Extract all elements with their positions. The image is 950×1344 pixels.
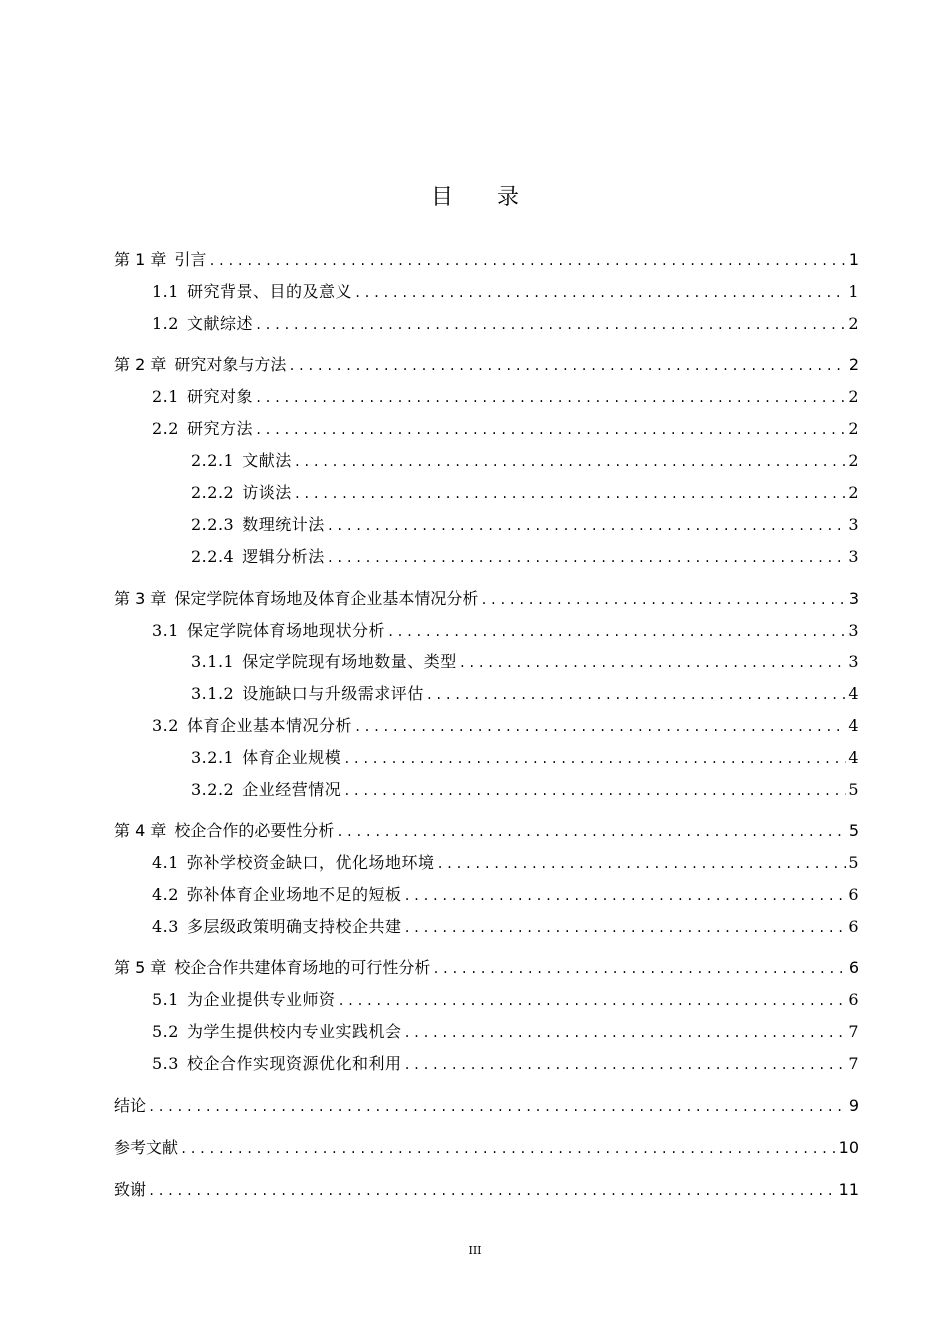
- page-title: [0, 180, 950, 211]
- toc-entry[interactable]: [191, 682, 859, 706]
- toc-entry[interactable]: [114, 1136, 859, 1160]
- toc-entry[interactable]: [114, 353, 859, 377]
- dot-leader: [403, 916, 846, 940]
- toc-entry[interactable]: [152, 280, 859, 304]
- dot-leader: [288, 354, 846, 378]
- toc-entry-number: 2.1: [152, 387, 179, 406]
- toc-entry[interactable]: [152, 385, 859, 409]
- toc-entry-label: 参考文献: [114, 1138, 179, 1157]
- toc-entry[interactable]: [152, 714, 859, 738]
- toc-entry-page: 7: [848, 1022, 859, 1041]
- toc-entry[interactable]: [114, 248, 859, 272]
- dot-leader: [180, 1137, 837, 1161]
- toc-entry-label: 致谢: [114, 1180, 147, 1199]
- toc-entry-page: 3: [848, 652, 859, 671]
- dot-leader: [343, 779, 846, 803]
- toc-entry-number: 3.2: [152, 716, 179, 735]
- toc-entry-number: 第 5 章: [114, 958, 167, 977]
- toc-entry[interactable]: [114, 1178, 859, 1202]
- title-char-2: 录: [497, 185, 520, 210]
- toc-entry[interactable]: [191, 650, 859, 674]
- dot-leader: [148, 1095, 847, 1119]
- toc-entry[interactable]: [152, 915, 859, 939]
- toc-entry-page: 4: [848, 716, 859, 735]
- dot-leader: [403, 1053, 846, 1077]
- toc-entry-page: 6: [848, 990, 859, 1009]
- toc-entry-number: 2.2: [152, 419, 179, 438]
- toc-entry-page: 5: [848, 780, 859, 799]
- dot-leader: [255, 418, 846, 442]
- toc-entry-number: 1.1: [152, 282, 179, 301]
- dot-leader: [336, 820, 846, 844]
- toc-entry-number: 2.2.4: [191, 547, 235, 566]
- toc-entry-label: 访谈法: [242, 483, 292, 502]
- dot-leader: [337, 989, 846, 1013]
- toc-entry-number: 1.2: [152, 314, 179, 333]
- toc-entry-page: 1: [848, 250, 859, 269]
- toc-entry-page: 7: [848, 1054, 859, 1073]
- toc-entry-page: 2: [848, 355, 859, 374]
- toc-entry-number: 3.2.2: [191, 780, 235, 799]
- toc-entry-label: 保定学院体育场地及体育企业基本情况分析: [174, 589, 479, 608]
- toc-entry-label: 弥补学校资金缺口，优化场地环境: [186, 853, 435, 872]
- toc-entry-label: 数理统计法: [242, 515, 325, 534]
- dot-leader: [327, 514, 847, 538]
- toc-entry-label: 保定学院现有场地数量、类型: [242, 652, 457, 671]
- dot-leader: [255, 386, 846, 410]
- dot-leader: [480, 588, 846, 612]
- toc-entry-label: 为学生提供校内专业实践机会: [186, 1022, 402, 1041]
- toc-entry-page: 10: [838, 1138, 859, 1157]
- toc-entry-page: 3: [848, 515, 859, 534]
- toc-entry-number: 第 1 章: [114, 250, 167, 269]
- toc-entry-number: 5.2: [152, 1022, 179, 1041]
- toc-entry[interactable]: [152, 417, 859, 441]
- toc-entry-page: 1: [848, 282, 859, 301]
- dot-leader: [343, 747, 846, 771]
- toc-entry-page: 4: [848, 748, 859, 767]
- dot-leader: [148, 1179, 837, 1203]
- dot-leader: [403, 1021, 846, 1045]
- toc-entry[interactable]: [114, 819, 859, 843]
- dot-leader: [387, 620, 846, 644]
- dot-leader: [294, 450, 847, 474]
- toc-entry[interactable]: [191, 778, 859, 802]
- dot-leader: [436, 852, 846, 876]
- toc-entry-page: 3: [848, 547, 859, 566]
- toc-entry[interactable]: [191, 481, 859, 505]
- toc-entry-page: 6: [848, 885, 859, 904]
- dot-leader: [403, 884, 846, 908]
- toc-entry-page: 2: [848, 419, 859, 438]
- page-number-footer: III: [468, 1244, 482, 1257]
- toc-entry[interactable]: [152, 883, 859, 907]
- toc-entry-page: 3: [848, 621, 859, 640]
- toc-entry-label: 企业经营情况: [242, 780, 342, 799]
- toc-entry-label: 文献综述: [186, 314, 253, 333]
- toc-entry[interactable]: [152, 1052, 859, 1076]
- toc-entry-label: 校企合作共建体育场地的可行性分析: [174, 958, 431, 977]
- toc-entry-number: 3.1: [152, 621, 179, 640]
- toc-entry-number: 3.2.1: [191, 748, 235, 767]
- toc-entry-label: 文献法: [242, 451, 292, 470]
- toc-entry-number: 2.2.1: [191, 451, 235, 470]
- toc-entry-label: 结论: [114, 1096, 147, 1115]
- toc-entry-label: 多层级政策明确支持校企共建: [186, 917, 402, 936]
- toc-entry-page: 4: [848, 684, 859, 703]
- toc-entry-number: 2.2.3: [191, 515, 235, 534]
- toc-entry[interactable]: [191, 513, 859, 537]
- dot-leader: [354, 715, 846, 739]
- dot-leader: [459, 651, 847, 675]
- toc-entry-page: 2: [848, 314, 859, 333]
- title-char-1: 目: [430, 185, 453, 210]
- toc-entry-label: 研究方法: [186, 419, 253, 438]
- toc-entry-page: 2: [848, 483, 859, 502]
- dot-leader: [432, 957, 846, 981]
- toc-entry-label: 设施缺口与升级需求评估: [242, 684, 424, 703]
- dot-leader: [426, 683, 847, 707]
- toc-entry-number: 4.1: [152, 853, 179, 872]
- dot-leader: [255, 313, 846, 337]
- toc-entry-number: 3.1.1: [191, 652, 235, 671]
- toc-entry-number: 3.1.2: [191, 684, 235, 703]
- toc-entry-label: 引言: [174, 250, 207, 269]
- toc-entry[interactable]: [191, 545, 859, 569]
- toc-entry-page: 6: [848, 917, 859, 936]
- toc-entry[interactable]: [191, 449, 859, 473]
- toc-entry-label: 校企合作实现资源优化和利用: [186, 1054, 402, 1073]
- toc-entry-number: 4.2: [152, 885, 179, 904]
- toc-entry-page: 2: [848, 451, 859, 470]
- toc-entry-label: 校企合作的必要性分析: [174, 821, 335, 840]
- toc-entry[interactable]: [114, 587, 859, 611]
- toc-entry[interactable]: [152, 988, 859, 1012]
- toc-entry[interactable]: [152, 619, 859, 643]
- toc-entry-page: 9: [848, 1096, 859, 1115]
- toc-entry[interactable]: [114, 1094, 859, 1118]
- dot-leader: [354, 281, 846, 305]
- toc-entry-label: 体育企业基本情况分析: [186, 716, 352, 735]
- dot-leader: [327, 546, 847, 570]
- dot-leader: [208, 249, 846, 273]
- toc-entry-page: 6: [848, 958, 859, 977]
- toc-entry-page: 5: [848, 853, 859, 872]
- toc-entry-page: 2: [848, 387, 859, 406]
- toc-entry-label: 研究对象: [186, 387, 253, 406]
- toc-entry-label: 为企业提供专业师资: [186, 990, 336, 1009]
- toc-entry-page: 11: [838, 1180, 859, 1199]
- toc-entry[interactable]: [152, 851, 859, 875]
- toc-entry-number: 第 3 章: [114, 589, 167, 608]
- toc-entry-number: 第 2 章: [114, 355, 167, 374]
- toc-entry-number: 4.3: [152, 917, 179, 936]
- toc-entry-label: 研究背景、目的及意义: [186, 282, 352, 301]
- toc-entry-number: 5.1: [152, 990, 179, 1009]
- toc-entry-number: 5.3: [152, 1054, 179, 1073]
- toc-entry-label: 保定学院体育场地现状分析: [186, 621, 385, 640]
- toc-entry-label: 研究对象与方法: [174, 355, 287, 374]
- toc-entry[interactable]: [114, 956, 859, 980]
- dot-leader: [294, 482, 847, 506]
- toc-entry[interactable]: [152, 1020, 859, 1044]
- toc-entry-page: 5: [848, 821, 859, 840]
- toc-entry-page: 3: [848, 589, 859, 608]
- toc-entry[interactable]: [191, 746, 859, 770]
- toc-entry-label: 弥补体育企业场地不足的短板: [186, 885, 402, 904]
- toc-entry-label: 逻辑分析法: [242, 547, 325, 566]
- toc-entry[interactable]: [152, 312, 859, 336]
- toc-entry-label: 体育企业规模: [242, 748, 342, 767]
- toc-entry-number: 2.2.2: [191, 483, 235, 502]
- toc-entry-number: 第 4 章: [114, 821, 167, 840]
